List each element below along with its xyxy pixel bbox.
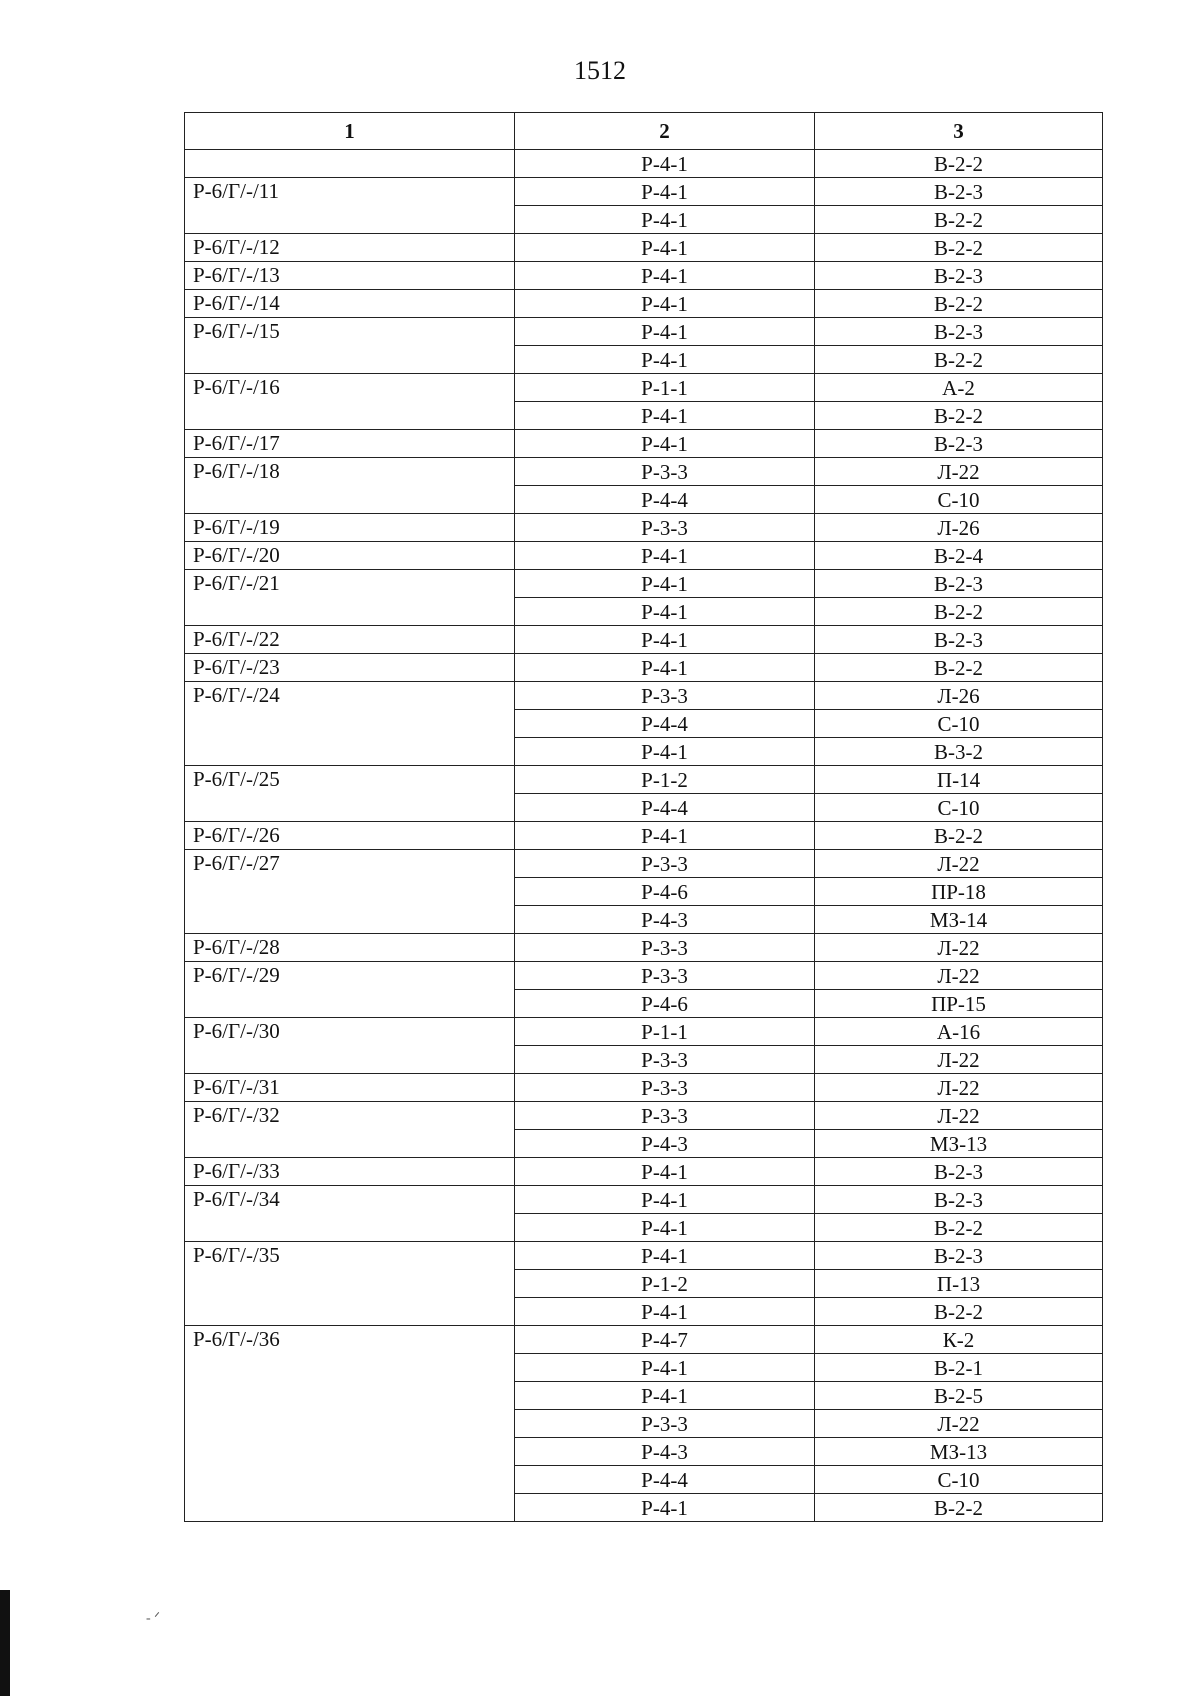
group-key-cell: Р-6/Г/-/36 bbox=[185, 1326, 515, 1522]
column-3-cell: В-2-3 bbox=[815, 1186, 1103, 1214]
column-2-cell: Р-4-1 bbox=[515, 1494, 815, 1522]
group-key-cell: Р-6/Г/-/14 bbox=[185, 290, 515, 318]
column-2-cell: Р-4-1 bbox=[515, 1382, 815, 1410]
column-3-cell: В-2-3 bbox=[815, 178, 1103, 206]
column-3-cell: В-2-2 bbox=[815, 206, 1103, 234]
column-3-cell: Л-22 bbox=[815, 850, 1103, 878]
column-2-cell: Р-4-4 bbox=[515, 1466, 815, 1494]
table-row bbox=[185, 318, 1103, 346]
group-key-cell: Р-6/Г/-/21 bbox=[185, 570, 515, 626]
group-key-cell: Р-6/Г/-/30 bbox=[185, 1018, 515, 1074]
group-key-cell: Р-6/Г/-/20 bbox=[185, 542, 515, 570]
group-key-cell: Р-6/Г/-/28 bbox=[185, 934, 515, 962]
table-row bbox=[185, 290, 1103, 318]
column-2-cell: Р-4-1 bbox=[515, 402, 815, 430]
column-2-cell: Р-4-1 bbox=[515, 1242, 815, 1270]
column-3-cell: Л-22 bbox=[815, 1410, 1103, 1438]
table-row bbox=[185, 682, 1103, 710]
column-3-cell: В-2-4 bbox=[815, 542, 1103, 570]
group-key-cell: Р-6/Г/-/31 bbox=[185, 1074, 515, 1102]
table-row bbox=[185, 626, 1103, 654]
group-key-cell: Р-6/Г/-/35 bbox=[185, 1242, 515, 1326]
group-key-cell: Р-6/Г/-/27 bbox=[185, 850, 515, 934]
group-key-cell: Р-6/Г/-/33 bbox=[185, 1158, 515, 1186]
column-3-cell: Л-22 bbox=[815, 458, 1103, 486]
column-2-cell: Р-3-3 bbox=[515, 1074, 815, 1102]
column-2-cell: Р-4-1 bbox=[515, 1214, 815, 1242]
column-2-cell: Р-1-1 bbox=[515, 374, 815, 402]
table-row bbox=[185, 374, 1103, 402]
column-2-cell: Р-4-1 bbox=[515, 150, 815, 178]
column-2-cell: Р-4-7 bbox=[515, 1326, 815, 1354]
column-header-1: 1 bbox=[185, 113, 515, 150]
group-key-cell: Р-6/Г/-/34 bbox=[185, 1186, 515, 1242]
column-2-cell: Р-4-1 bbox=[515, 1186, 815, 1214]
column-2-cell: Р-4-1 bbox=[515, 542, 815, 570]
column-2-cell: Р-3-3 bbox=[515, 850, 815, 878]
page-number: 1512 bbox=[574, 56, 626, 85]
column-3-cell: В-2-3 bbox=[815, 626, 1103, 654]
column-2-cell: Р-3-3 bbox=[515, 514, 815, 542]
table-row bbox=[185, 458, 1103, 486]
table-header-row bbox=[185, 113, 1103, 150]
column-2-cell: Р-4-1 bbox=[515, 1298, 815, 1326]
column-header-3: 3 bbox=[815, 113, 1103, 150]
column-3-cell: МЗ-14 bbox=[815, 906, 1103, 934]
column-2-cell: Р-4-4 bbox=[515, 486, 815, 514]
group-key-cell: Р-6/Г/-/11 bbox=[185, 178, 515, 234]
column-2-cell: Р-4-1 bbox=[515, 570, 815, 598]
column-3-cell: В-2-3 bbox=[815, 1242, 1103, 1270]
column-3-cell: В-2-2 bbox=[815, 150, 1103, 178]
column-3-cell: В-2-2 bbox=[815, 1298, 1103, 1326]
column-3-cell: В-2-3 bbox=[815, 1158, 1103, 1186]
table-row bbox=[185, 850, 1103, 878]
column-2-cell: Р-4-1 bbox=[515, 1354, 815, 1382]
group-key-cell: Р-6/Г/-/24 bbox=[185, 682, 515, 766]
table-row bbox=[185, 514, 1103, 542]
table-row bbox=[185, 178, 1103, 206]
column-2-cell: Р-4-1 bbox=[515, 626, 815, 654]
group-key-cell: Р-6/Г/-/16 bbox=[185, 374, 515, 430]
column-3-cell: В-2-2 bbox=[815, 1214, 1103, 1242]
column-3-cell: Л-22 bbox=[815, 934, 1103, 962]
column-3-cell: МЗ-13 bbox=[815, 1438, 1103, 1466]
group-key-cell: Р-6/Г/-/25 bbox=[185, 766, 515, 822]
column-3-cell: П-13 bbox=[815, 1270, 1103, 1298]
column-3-cell: С-10 bbox=[815, 486, 1103, 514]
column-2-cell: Р-4-1 bbox=[515, 262, 815, 290]
column-3-cell: В-2-2 bbox=[815, 234, 1103, 262]
column-2-cell: Р-3-3 bbox=[515, 1046, 815, 1074]
column-2-cell: Р-4-4 bbox=[515, 794, 815, 822]
table-row bbox=[185, 542, 1103, 570]
column-2-cell: Р-4-1 bbox=[515, 318, 815, 346]
column-3-cell: В-2-2 bbox=[815, 822, 1103, 850]
column-2-cell: Р-3-3 bbox=[515, 962, 815, 990]
table-row bbox=[185, 1018, 1103, 1046]
column-2-cell: Р-4-1 bbox=[515, 738, 815, 766]
column-2-cell: Р-4-1 bbox=[515, 290, 815, 318]
column-3-cell: А-16 bbox=[815, 1018, 1103, 1046]
table-row bbox=[185, 1326, 1103, 1354]
column-3-cell: В-2-2 bbox=[815, 346, 1103, 374]
column-3-cell: Л-22 bbox=[815, 1074, 1103, 1102]
table-row bbox=[185, 1102, 1103, 1130]
column-2-cell: Р-3-3 bbox=[515, 1102, 815, 1130]
group-key-cell: Р-6/Г/-/29 bbox=[185, 962, 515, 1018]
column-2-cell: Р-4-3 bbox=[515, 1130, 815, 1158]
column-3-cell: В-2-2 bbox=[815, 654, 1103, 682]
group-key-cell bbox=[185, 150, 515, 178]
table-row bbox=[185, 262, 1103, 290]
column-2-cell: Р-4-3 bbox=[515, 906, 815, 934]
column-2-cell: Р-4-6 bbox=[515, 990, 815, 1018]
column-3-cell: С-10 bbox=[815, 710, 1103, 738]
table-row bbox=[185, 766, 1103, 794]
column-3-cell: П-14 bbox=[815, 766, 1103, 794]
column-2-cell: Р-1-2 bbox=[515, 1270, 815, 1298]
column-3-cell: В-2-1 bbox=[815, 1354, 1103, 1382]
column-2-cell: Р-1-1 bbox=[515, 1018, 815, 1046]
table-row bbox=[185, 822, 1103, 850]
scan-speck: - ᐟ bbox=[146, 1611, 161, 1626]
column-3-cell: Л-26 bbox=[815, 682, 1103, 710]
column-3-cell: В-2-3 bbox=[815, 262, 1103, 290]
column-3-cell: В-2-5 bbox=[815, 1382, 1103, 1410]
group-key-cell: Р-6/Г/-/15 bbox=[185, 318, 515, 374]
table-row bbox=[185, 934, 1103, 962]
data-table bbox=[184, 112, 1103, 1522]
column-2-cell: Р-3-3 bbox=[515, 682, 815, 710]
column-3-cell: ПР-18 bbox=[815, 878, 1103, 906]
column-2-cell: Р-4-1 bbox=[515, 234, 815, 262]
column-3-cell: К-2 bbox=[815, 1326, 1103, 1354]
group-key-cell: Р-6/Г/-/23 bbox=[185, 654, 515, 682]
group-key-cell: Р-6/Г/-/32 bbox=[185, 1102, 515, 1158]
column-3-cell: Л-22 bbox=[815, 962, 1103, 990]
column-2-cell: Р-3-3 bbox=[515, 458, 815, 486]
column-2-cell: Р-4-1 bbox=[515, 178, 815, 206]
column-2-cell: Р-4-1 bbox=[515, 206, 815, 234]
column-3-cell: Л-22 bbox=[815, 1046, 1103, 1074]
column-3-cell: Л-22 bbox=[815, 1102, 1103, 1130]
group-key-cell: Р-6/Г/-/18 bbox=[185, 458, 515, 514]
column-2-cell: Р-1-2 bbox=[515, 766, 815, 794]
column-3-cell: В-2-2 bbox=[815, 402, 1103, 430]
column-3-cell: В-3-2 bbox=[815, 738, 1103, 766]
column-2-cell: Р-4-4 bbox=[515, 710, 815, 738]
table-row bbox=[185, 1074, 1103, 1102]
scan-margin-line bbox=[0, 1590, 10, 1696]
group-key-cell: Р-6/Г/-/13 bbox=[185, 262, 515, 290]
table-row bbox=[185, 1242, 1103, 1270]
column-3-cell: С-10 bbox=[815, 794, 1103, 822]
group-key-cell: Р-6/Г/-/26 bbox=[185, 822, 515, 850]
column-3-cell: Л-26 bbox=[815, 514, 1103, 542]
table-row bbox=[185, 234, 1103, 262]
column-2-cell: Р-4-1 bbox=[515, 1158, 815, 1186]
column-3-cell: ПР-15 bbox=[815, 990, 1103, 1018]
column-3-cell: В-2-3 bbox=[815, 430, 1103, 458]
column-3-cell: В-2-3 bbox=[815, 570, 1103, 598]
group-key-cell: Р-6/Г/-/12 bbox=[185, 234, 515, 262]
column-2-cell: Р-4-1 bbox=[515, 822, 815, 850]
group-key-cell: Р-6/Г/-/19 bbox=[185, 514, 515, 542]
column-3-cell: В-2-2 bbox=[815, 1494, 1103, 1522]
column-3-cell: С-10 bbox=[815, 1466, 1103, 1494]
table-row bbox=[185, 570, 1103, 598]
table-row bbox=[185, 962, 1103, 990]
column-2-cell: Р-4-3 bbox=[515, 1438, 815, 1466]
group-key-cell: Р-6/Г/-/17 bbox=[185, 430, 515, 458]
column-3-cell: В-2-2 bbox=[815, 290, 1103, 318]
table-row bbox=[185, 654, 1103, 682]
column-2-cell: Р-4-1 bbox=[515, 598, 815, 626]
column-3-cell: МЗ-13 bbox=[815, 1130, 1103, 1158]
column-2-cell: Р-3-3 bbox=[515, 934, 815, 962]
table-row bbox=[185, 430, 1103, 458]
column-3-cell: В-2-2 bbox=[815, 598, 1103, 626]
column-2-cell: Р-4-6 bbox=[515, 878, 815, 906]
table-row bbox=[185, 1186, 1103, 1214]
table-row bbox=[185, 150, 1103, 178]
table-body bbox=[185, 150, 1103, 1522]
column-header-2: 2 bbox=[515, 113, 815, 150]
group-key-cell: Р-6/Г/-/22 bbox=[185, 626, 515, 654]
column-2-cell: Р-3-3 bbox=[515, 1410, 815, 1438]
column-2-cell: Р-4-1 bbox=[515, 430, 815, 458]
column-2-cell: Р-4-1 bbox=[515, 654, 815, 682]
column-2-cell: Р-4-1 bbox=[515, 346, 815, 374]
column-3-cell: В-2-3 bbox=[815, 318, 1103, 346]
table-row bbox=[185, 1158, 1103, 1186]
column-3-cell: А-2 bbox=[815, 374, 1103, 402]
